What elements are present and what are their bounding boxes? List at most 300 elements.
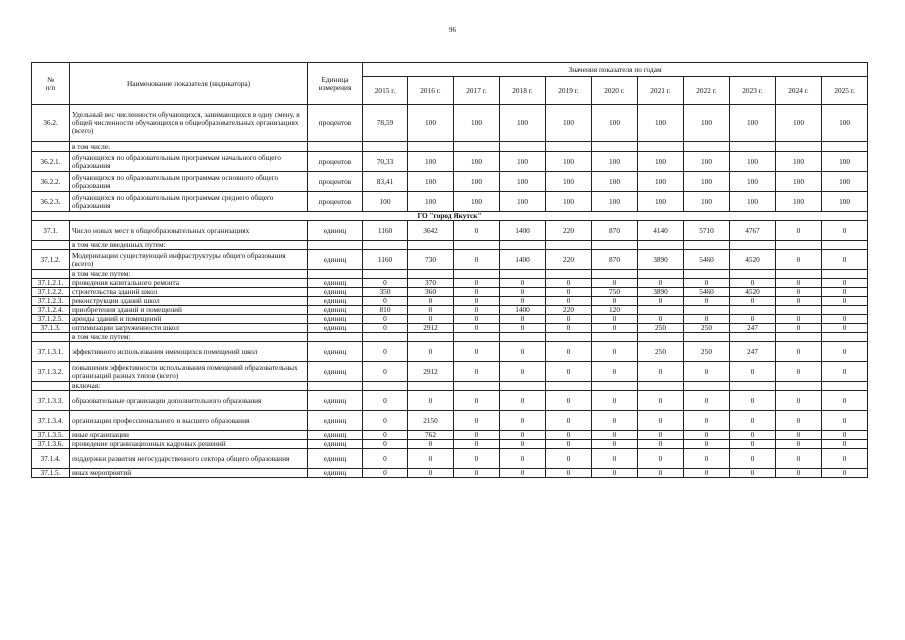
value-cell: 0 bbox=[730, 391, 776, 411]
value-cell: 100 bbox=[730, 192, 776, 212]
indicator-name: Удельный вес численности обучающихся, занимающихся в одну смену, в общей численности обучающихся в общеобразовательных организациях (всего) bbox=[70, 105, 308, 142]
value-cell: 0 bbox=[454, 411, 500, 431]
row-number: 37.1.2.3. bbox=[32, 297, 70, 306]
unit-cell: единиц bbox=[308, 279, 363, 288]
value-cell: 0 bbox=[592, 469, 638, 478]
value-cell: 100 bbox=[408, 172, 454, 192]
empty-cell bbox=[363, 241, 408, 250]
table-row bbox=[32, 221, 868, 241]
value-cell: 0 bbox=[822, 297, 868, 306]
value-cell: 360 bbox=[408, 288, 454, 297]
value-cell: 0 bbox=[730, 315, 776, 324]
empty-cell bbox=[546, 142, 592, 152]
value-cell: 247 bbox=[730, 342, 776, 362]
value-cell: 810 bbox=[363, 306, 408, 315]
row-number: 37.1.3.6. bbox=[32, 440, 70, 449]
value-cell: 0 bbox=[500, 362, 546, 382]
value-cell: 220 bbox=[546, 221, 592, 241]
unit-cell: единиц bbox=[308, 362, 363, 382]
indicator-name: приобретения зданий и помещений bbox=[70, 306, 308, 315]
value-cell: 0 bbox=[822, 221, 868, 241]
value-cell: 5460 bbox=[684, 288, 730, 297]
value-cell: 100 bbox=[408, 192, 454, 212]
value-cell: 0 bbox=[500, 288, 546, 297]
value-cell: 0 bbox=[776, 391, 822, 411]
unit-cell: единиц bbox=[308, 250, 363, 270]
value-cell: 0 bbox=[822, 315, 868, 324]
unit-cell: единиц bbox=[308, 324, 363, 333]
value-cell: 762 bbox=[408, 431, 454, 440]
value-cell: 0 bbox=[822, 288, 868, 297]
empty-cell bbox=[776, 382, 822, 391]
row-number: 37.1.2.5. bbox=[32, 315, 70, 324]
value-cell: 0 bbox=[592, 342, 638, 362]
value-cell: 0 bbox=[408, 469, 454, 478]
value-cell: 0 bbox=[592, 449, 638, 469]
value-cell: 0 bbox=[546, 449, 592, 469]
value-cell: 100 bbox=[730, 172, 776, 192]
row-number: 36.2.3. bbox=[32, 192, 70, 212]
value-cell: 0 bbox=[454, 315, 500, 324]
value-cell: 0 bbox=[546, 288, 592, 297]
value-cell bbox=[730, 306, 776, 315]
row-number bbox=[32, 241, 70, 250]
value-cell: 100 bbox=[822, 152, 868, 172]
empty-cell bbox=[500, 270, 546, 279]
value-cell: 0 bbox=[592, 324, 638, 333]
value-cell: 100 bbox=[684, 192, 730, 212]
header-year: 2025 г. bbox=[822, 77, 868, 105]
row-number: 37.1.3.4. bbox=[32, 411, 70, 431]
value-cell: 0 bbox=[546, 324, 592, 333]
indicator-name: проведения капитального ремонта bbox=[70, 279, 308, 288]
empty-cell bbox=[730, 142, 776, 152]
empty-cell bbox=[730, 270, 776, 279]
value-cell: 0 bbox=[730, 279, 776, 288]
value-cell: 0 bbox=[822, 440, 868, 449]
unit-cell: процентов bbox=[308, 192, 363, 212]
unit-cell: единиц bbox=[308, 315, 363, 324]
empty-cell bbox=[592, 382, 638, 391]
empty-cell bbox=[592, 142, 638, 152]
section-title: ГО "город Якутск" bbox=[32, 212, 868, 221]
value-cell: 100 bbox=[546, 105, 592, 142]
value-cell: 0 bbox=[592, 297, 638, 306]
value-cell: 0 bbox=[500, 279, 546, 288]
indicator-name: реконструкции зданий школ bbox=[70, 297, 308, 306]
value-cell: 5460 bbox=[684, 250, 730, 270]
value-cell: 0 bbox=[546, 297, 592, 306]
value-cell: 0 bbox=[500, 411, 546, 431]
value-cell: 0 bbox=[454, 431, 500, 440]
unit-cell: единиц bbox=[308, 288, 363, 297]
value-cell: 2912 bbox=[408, 324, 454, 333]
empty-cell bbox=[454, 142, 500, 152]
header-year: 2019 г. bbox=[546, 77, 592, 105]
value-cell: 0 bbox=[500, 297, 546, 306]
value-cell: 0 bbox=[546, 362, 592, 382]
value-cell: 0 bbox=[776, 315, 822, 324]
value-cell: 0 bbox=[500, 431, 546, 440]
value-cell: 0 bbox=[684, 449, 730, 469]
value-cell: 120 bbox=[592, 306, 638, 315]
value-cell: 0 bbox=[638, 391, 684, 411]
table-row bbox=[32, 105, 868, 142]
value-cell: 0 bbox=[822, 342, 868, 362]
value-cell: 0 bbox=[454, 297, 500, 306]
empty-cell bbox=[408, 142, 454, 152]
empty-cell bbox=[684, 270, 730, 279]
value-cell: 0 bbox=[638, 279, 684, 288]
value-cell: 0 bbox=[730, 440, 776, 449]
empty-cell bbox=[822, 270, 868, 279]
empty-cell bbox=[500, 382, 546, 391]
value-cell: 83,41 bbox=[363, 172, 408, 192]
indicator-name: иных мероприятий bbox=[70, 469, 308, 478]
value-cell: 100 bbox=[776, 105, 822, 142]
table-row bbox=[32, 172, 868, 192]
value-cell: 0 bbox=[592, 315, 638, 324]
value-cell: 0 bbox=[592, 279, 638, 288]
value-cell: 0 bbox=[730, 469, 776, 478]
header-year: 2021 г. bbox=[638, 77, 684, 105]
value-cell: 100 bbox=[638, 192, 684, 212]
value-cell: 2912 bbox=[408, 362, 454, 382]
empty-cell bbox=[308, 241, 363, 250]
row-subheading: в том числе введенных путем: bbox=[70, 241, 308, 250]
value-cell: 0 bbox=[363, 449, 408, 469]
empty-cell bbox=[730, 241, 776, 250]
table-body bbox=[32, 105, 868, 478]
value-cell: 100 bbox=[454, 192, 500, 212]
value-cell: 0 bbox=[500, 440, 546, 449]
value-cell: 0 bbox=[546, 279, 592, 288]
value-cell: 3890 bbox=[638, 288, 684, 297]
empty-cell bbox=[684, 142, 730, 152]
value-cell: 0 bbox=[363, 362, 408, 382]
indicator-name: аренды зданий и помещений bbox=[70, 315, 308, 324]
value-cell: 0 bbox=[776, 469, 822, 478]
empty-cell bbox=[592, 241, 638, 250]
row-number bbox=[32, 142, 70, 152]
value-cell: 100 bbox=[546, 192, 592, 212]
row-number: 37.1.3.1. bbox=[32, 342, 70, 362]
indicator-name: образовательные организации дополнительного образования bbox=[70, 391, 308, 411]
value-cell: 0 bbox=[776, 440, 822, 449]
table-row bbox=[32, 324, 868, 333]
header-num: № п/п bbox=[32, 63, 70, 105]
value-cell: 0 bbox=[546, 391, 592, 411]
value-cell: 4140 bbox=[638, 221, 684, 241]
value-cell: 0 bbox=[500, 315, 546, 324]
value-cell: 0 bbox=[454, 306, 500, 315]
header-year: 2018 г. bbox=[500, 77, 546, 105]
value-cell: 4520 bbox=[730, 250, 776, 270]
empty-cell bbox=[822, 142, 868, 152]
value-cell: 0 bbox=[684, 411, 730, 431]
value-cell: 0 bbox=[776, 342, 822, 362]
indicator-name: Модернизации существующей инфраструктуры общего образования (всего) bbox=[70, 250, 308, 270]
value-cell: 0 bbox=[638, 315, 684, 324]
value-cell: 4520 bbox=[730, 288, 776, 297]
row-subheading: в том числе путем: bbox=[70, 333, 308, 342]
indicator-name: поддержки развития негосударственного сектора общего образования bbox=[70, 449, 308, 469]
table-row bbox=[32, 411, 868, 431]
value-cell: 0 bbox=[546, 411, 592, 431]
value-cell: 0 bbox=[363, 315, 408, 324]
subheading-row bbox=[32, 333, 868, 342]
empty-cell bbox=[308, 382, 363, 391]
table-row bbox=[32, 391, 868, 411]
empty-cell bbox=[684, 241, 730, 250]
row-number bbox=[32, 382, 70, 391]
value-cell: 0 bbox=[363, 469, 408, 478]
value-cell: 100 bbox=[822, 172, 868, 192]
value-cell: 0 bbox=[363, 279, 408, 288]
unit-cell: единиц bbox=[308, 431, 363, 440]
value-cell: 0 bbox=[408, 306, 454, 315]
value-cell: 0 bbox=[638, 440, 684, 449]
value-cell: 0 bbox=[363, 324, 408, 333]
value-cell: 4767 bbox=[730, 221, 776, 241]
value-cell: 0 bbox=[776, 297, 822, 306]
value-cell: 0 bbox=[776, 288, 822, 297]
value-cell: 0 bbox=[500, 391, 546, 411]
value-cell: 250 bbox=[638, 324, 684, 333]
value-cell: 0 bbox=[776, 449, 822, 469]
row-number: 37.1.5. bbox=[32, 469, 70, 478]
table-row bbox=[32, 192, 868, 212]
empty-cell bbox=[776, 270, 822, 279]
header-year: 2020 г. bbox=[592, 77, 638, 105]
value-cell: 0 bbox=[500, 324, 546, 333]
row-number: 37.1.2. bbox=[32, 250, 70, 270]
indicator-name: обучающихся по образовательным программам среднего общего образования bbox=[70, 192, 308, 212]
indicator-name: Число новых мест в общеобразовательных организациях bbox=[70, 221, 308, 241]
header-unit: Единица измерения bbox=[308, 63, 363, 105]
value-cell: 1400 bbox=[500, 250, 546, 270]
value-cell: 1160 bbox=[363, 221, 408, 241]
value-cell: 0 bbox=[822, 250, 868, 270]
value-cell: 0 bbox=[454, 250, 500, 270]
value-cell: 0 bbox=[822, 469, 868, 478]
empty-cell bbox=[363, 270, 408, 279]
value-cell: 100 bbox=[730, 105, 776, 142]
value-cell: 100 bbox=[822, 192, 868, 212]
table-row bbox=[32, 431, 868, 440]
value-cell: 0 bbox=[684, 391, 730, 411]
value-cell: 100 bbox=[408, 105, 454, 142]
header-year: 2016 г. bbox=[408, 77, 454, 105]
value-cell: 0 bbox=[454, 324, 500, 333]
table-row bbox=[32, 250, 868, 270]
row-number: 37.1.3. bbox=[32, 324, 70, 333]
value-cell: 100 bbox=[546, 152, 592, 172]
indicators-table bbox=[31, 62, 868, 478]
value-cell: 0 bbox=[822, 449, 868, 469]
value-cell: 370 bbox=[408, 279, 454, 288]
value-cell: 0 bbox=[730, 297, 776, 306]
empty-cell bbox=[638, 382, 684, 391]
value-cell: 0 bbox=[730, 449, 776, 469]
value-cell: 100 bbox=[776, 152, 822, 172]
header-year: 2024 г. bbox=[776, 77, 822, 105]
value-cell: 730 bbox=[408, 250, 454, 270]
value-cell: 100 bbox=[546, 172, 592, 192]
value-cell: 0 bbox=[684, 440, 730, 449]
header-name: Наименование показателя (индикатора) bbox=[70, 63, 308, 105]
value-cell: 0 bbox=[592, 440, 638, 449]
value-cell: 100 bbox=[454, 172, 500, 192]
row-number: 36.2.2. bbox=[32, 172, 70, 192]
value-cell: 0 bbox=[592, 431, 638, 440]
value-cell: 100 bbox=[363, 192, 408, 212]
unit-cell: единиц bbox=[308, 391, 363, 411]
value-cell: 100 bbox=[454, 152, 500, 172]
value-cell: 0 bbox=[684, 362, 730, 382]
value-cell: 0 bbox=[638, 449, 684, 469]
value-cell: 100 bbox=[408, 152, 454, 172]
table-row bbox=[32, 440, 868, 449]
section-row bbox=[32, 212, 868, 221]
value-cell bbox=[684, 306, 730, 315]
indicator-name: иные организации bbox=[70, 431, 308, 440]
empty-cell bbox=[363, 333, 408, 342]
row-number: 37.1. bbox=[32, 221, 70, 241]
value-cell: 100 bbox=[638, 105, 684, 142]
empty-cell bbox=[408, 241, 454, 250]
value-cell: 100 bbox=[684, 105, 730, 142]
value-cell: 100 bbox=[684, 152, 730, 172]
value-cell: 0 bbox=[638, 297, 684, 306]
empty-cell bbox=[363, 382, 408, 391]
value-cell: 0 bbox=[776, 279, 822, 288]
value-cell: 78,59 bbox=[363, 105, 408, 142]
empty-cell bbox=[408, 270, 454, 279]
empty-cell bbox=[776, 142, 822, 152]
value-cell: 0 bbox=[454, 279, 500, 288]
table-row bbox=[32, 449, 868, 469]
empty-cell bbox=[592, 333, 638, 342]
value-cell: 100 bbox=[776, 172, 822, 192]
value-cell: 0 bbox=[776, 431, 822, 440]
value-cell: 5710 bbox=[684, 221, 730, 241]
value-cell: 0 bbox=[776, 221, 822, 241]
header-year: 2015 г. bbox=[363, 77, 408, 105]
unit-cell: единиц bbox=[308, 342, 363, 362]
value-cell: 0 bbox=[638, 411, 684, 431]
table-row bbox=[32, 362, 868, 382]
header-years-group: Значения показателя по годам bbox=[363, 63, 868, 77]
unit-cell: процентов bbox=[308, 172, 363, 192]
value-cell: 100 bbox=[592, 172, 638, 192]
value-cell: 220 bbox=[546, 306, 592, 315]
value-cell: 1400 bbox=[500, 221, 546, 241]
unit-cell: единиц bbox=[308, 449, 363, 469]
value-cell bbox=[638, 306, 684, 315]
row-subheading: включая: bbox=[70, 382, 308, 391]
value-cell: 0 bbox=[500, 449, 546, 469]
value-cell: 0 bbox=[592, 362, 638, 382]
value-cell: 870 bbox=[592, 221, 638, 241]
value-cell: 100 bbox=[500, 152, 546, 172]
value-cell: 3890 bbox=[638, 250, 684, 270]
value-cell: 0 bbox=[363, 431, 408, 440]
empty-cell bbox=[638, 142, 684, 152]
value-cell: 100 bbox=[500, 192, 546, 212]
value-cell: 0 bbox=[363, 342, 408, 362]
value-cell: 0 bbox=[684, 315, 730, 324]
value-cell: 0 bbox=[408, 297, 454, 306]
value-cell: 0 bbox=[822, 362, 868, 382]
value-cell: 0 bbox=[363, 440, 408, 449]
row-number: 37.1.2.2. bbox=[32, 288, 70, 297]
empty-cell bbox=[363, 142, 408, 152]
empty-cell bbox=[500, 142, 546, 152]
value-cell: 100 bbox=[822, 105, 868, 142]
value-cell: 220 bbox=[546, 250, 592, 270]
empty-cell bbox=[638, 333, 684, 342]
empty-cell bbox=[546, 270, 592, 279]
value-cell: 0 bbox=[776, 411, 822, 431]
value-cell: 0 bbox=[822, 411, 868, 431]
value-cell: 350 bbox=[363, 288, 408, 297]
value-cell: 250 bbox=[684, 342, 730, 362]
empty-cell bbox=[730, 333, 776, 342]
indicator-name: организации профессионального и высшего образования bbox=[70, 411, 308, 431]
header-year: 2023 г. bbox=[730, 77, 776, 105]
table-row bbox=[32, 306, 868, 315]
empty-cell bbox=[546, 241, 592, 250]
empty-cell bbox=[638, 241, 684, 250]
empty-cell bbox=[822, 382, 868, 391]
empty-cell bbox=[684, 333, 730, 342]
value-cell: 0 bbox=[408, 440, 454, 449]
value-cell: 100 bbox=[592, 152, 638, 172]
value-cell: 0 bbox=[684, 297, 730, 306]
value-cell: 250 bbox=[684, 324, 730, 333]
value-cell: 0 bbox=[638, 431, 684, 440]
value-cell: 0 bbox=[592, 391, 638, 411]
value-cell: 0 bbox=[408, 391, 454, 411]
table-row bbox=[32, 297, 868, 306]
row-number: 37.1.2.4. bbox=[32, 306, 70, 315]
indicator-name: эффективного использования имеющихся помещений школ bbox=[70, 342, 308, 362]
value-cell: 0 bbox=[408, 449, 454, 469]
row-subheading: в том числе путем: bbox=[70, 270, 308, 279]
indicator-name: обучающихся по образовательным программам начального общего образования bbox=[70, 152, 308, 172]
empty-cell bbox=[454, 333, 500, 342]
value-cell: 0 bbox=[363, 297, 408, 306]
value-cell: 0 bbox=[454, 362, 500, 382]
value-cell: 100 bbox=[454, 105, 500, 142]
empty-cell bbox=[408, 333, 454, 342]
value-cell: 0 bbox=[546, 469, 592, 478]
value-cell: 0 bbox=[684, 469, 730, 478]
empty-cell bbox=[638, 270, 684, 279]
empty-cell bbox=[546, 382, 592, 391]
value-cell: 0 bbox=[638, 362, 684, 382]
empty-cell bbox=[500, 241, 546, 250]
empty-cell bbox=[546, 333, 592, 342]
value-cell: 0 bbox=[730, 362, 776, 382]
unit-cell: процентов bbox=[308, 152, 363, 172]
row-number bbox=[32, 333, 70, 342]
indicator-name: строительства зданий школ bbox=[70, 288, 308, 297]
value-cell: 100 bbox=[776, 192, 822, 212]
unit-cell: единиц bbox=[308, 440, 363, 449]
value-cell: 0 bbox=[822, 431, 868, 440]
